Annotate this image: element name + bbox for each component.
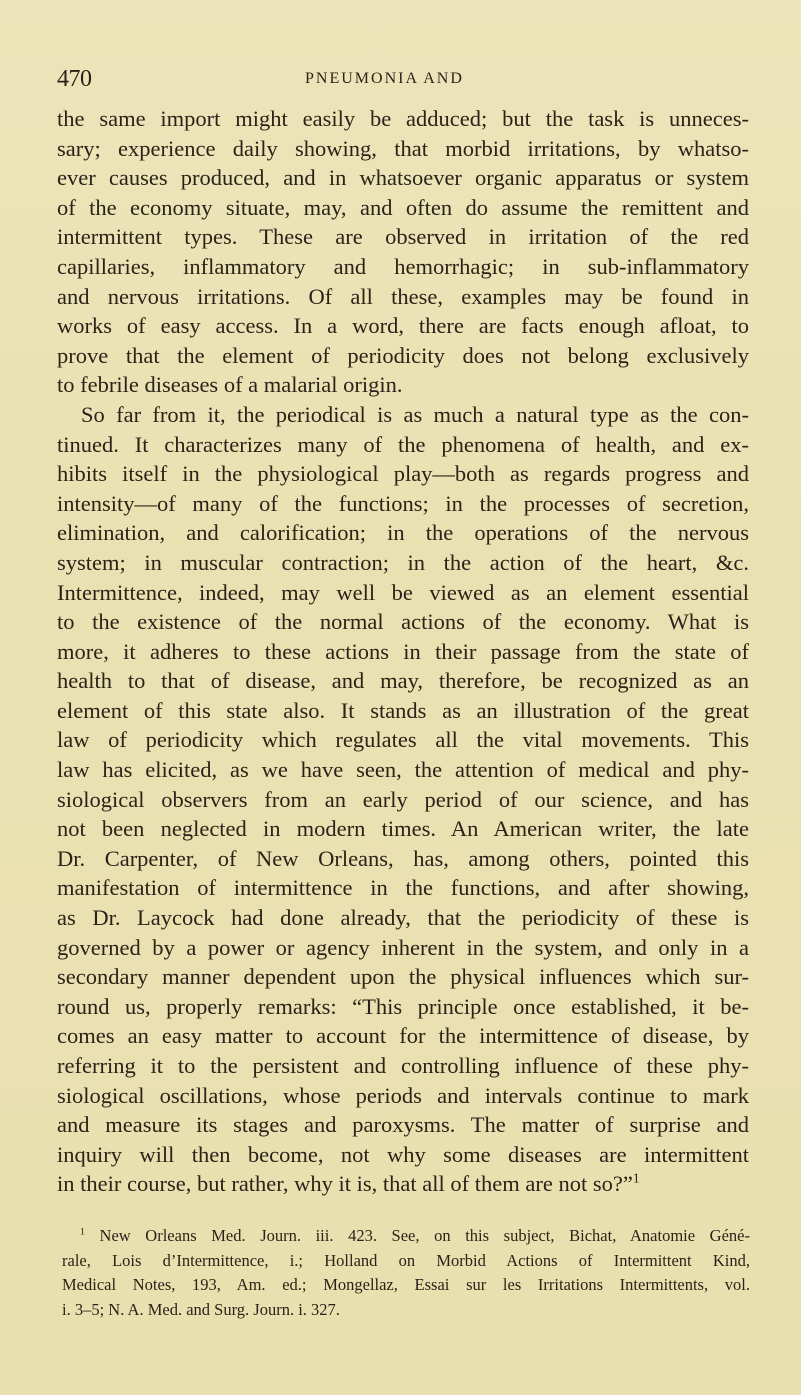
text-line: Dr. Carpenter, of New Orleans, has, among others, pointed this: [57, 845, 749, 871]
text-line: of the economy situate, may, and often do assume the remittent and: [57, 194, 749, 220]
text-line: manifestation of intermittence in the functions, and after showing,: [57, 875, 749, 901]
text-line: not been neglected in modern times. An American writer, the late: [57, 816, 749, 842]
text-line: more, it adheres to these actions in their passage from the state of: [57, 638, 749, 664]
text-line: round us, properly remarks: “This principle once established, it be-: [57, 993, 749, 1019]
text-line: the same import might easily be adduced; but the task is unneces-: [57, 106, 749, 131]
text-line: prove that the element of periodicity does not belong exclusively: [57, 342, 749, 368]
text-line: as Dr. Laycock had done already, that the periodicity of these is: [57, 905, 749, 931]
footnotes: [62, 1224, 750, 1322]
text-line: secondary manner dependent upon the physical influences which sur-: [57, 964, 749, 990]
running-head: [57, 66, 747, 96]
footnote-line: rale, Lois d’Intermittence, i.; Holland on Morbid Actions of Intermittent Kind,: [62, 1250, 750, 1270]
text-line: to the existence of the normal actions of the economy. What is: [57, 609, 749, 635]
text-line: health to that of disease, and may, therefore, be recognized as an: [57, 668, 749, 694]
running-title: PNEUMONIA AND: [305, 70, 464, 87]
footnote-text: New Orleans Med. Journ. iii. 423. See, on this subject, Bichat, Anatomie Géné-: [99, 1226, 750, 1245]
text-line: siological observers from an early period of our science, and has: [57, 786, 749, 812]
text-line: siological oscillations, whose periods and intervals continue to mark: [57, 1082, 749, 1108]
text-line: intermittent types. These are observed in irritation of the red: [57, 224, 749, 250]
footnote-line: Medical Notes, 193, Am. ed.; Mongellaz, Essai sur les Irritations Intermittents, vol.: [62, 1275, 750, 1294]
text-line: governed by a power or agency inherent in the system, and only in a: [57, 934, 749, 960]
text-line: and nervous irritations. Of all these, examples may be found in: [57, 283, 749, 309]
text-line: inquiry will then become, not why some diseases are intermittent: [57, 1141, 749, 1167]
text-line: and measure its stages and paroxysms. The matter of surprise and: [57, 1112, 749, 1138]
text-line: works of easy access. In a word, there are facts enough afloat, to: [57, 313, 749, 339]
text-line: to febrile diseases of a malarial origin.: [57, 372, 403, 398]
text-line: ever causes produced, and in whatsoever organic apparatus or system: [57, 165, 749, 191]
page-number: 470: [57, 66, 92, 92]
text-line-with-footnote: [57, 1169, 749, 1199]
footnote-line: i. 3–5; N. A. Med. and Surg. Journ. i. 327.: [62, 1299, 340, 1319]
footnote-marker: 1: [80, 1226, 85, 1238]
footnote-line: [62, 1224, 750, 1249]
text-line: law of periodicity which regulates all the vital movements. This: [57, 727, 749, 753]
text-line: referring it to the persistent and controlling influence of these phy-: [57, 1053, 749, 1078]
text-line: hibits itself in the physiological play—both as regards progress and: [57, 461, 749, 487]
text-line: capillaries, inflammatory and hemorrhagic; in sub-inflammatory: [57, 253, 749, 279]
text-line: law has elicited, as we have seen, the attention of medical and phy-: [57, 757, 749, 783]
text-line: sary; experience daily showing, that morbid irritations, by whatso-: [57, 135, 749, 161]
text-line: intensity—of many of the functions; in the processes of secretion,: [57, 490, 749, 516]
text-line: comes an easy matter to account for the intermittence of disease, by: [57, 1023, 749, 1049]
text-line: elimination, and calorification; in the operations of the nervous: [57, 520, 749, 546]
text-line: tinued. It characterizes many of the phenomena of health, and ex-: [57, 431, 749, 457]
text-line: system; in muscular contraction; in the action of the heart, &c.: [57, 549, 749, 575]
text-line: Intermittence, indeed, may well be viewed as an element essential: [57, 579, 749, 605]
text-line: element of this state also. It stands as an illustration of the great: [57, 697, 749, 723]
body-text: [57, 104, 749, 1199]
paragraph-start-line: So far from it, the periodical is as much a natural type as the con-: [81, 401, 749, 427]
text-line-content: in their course, but rather, why it is, that all of them are not so?”: [57, 1171, 633, 1197]
footnote-reference: 1: [632, 1170, 640, 1186]
